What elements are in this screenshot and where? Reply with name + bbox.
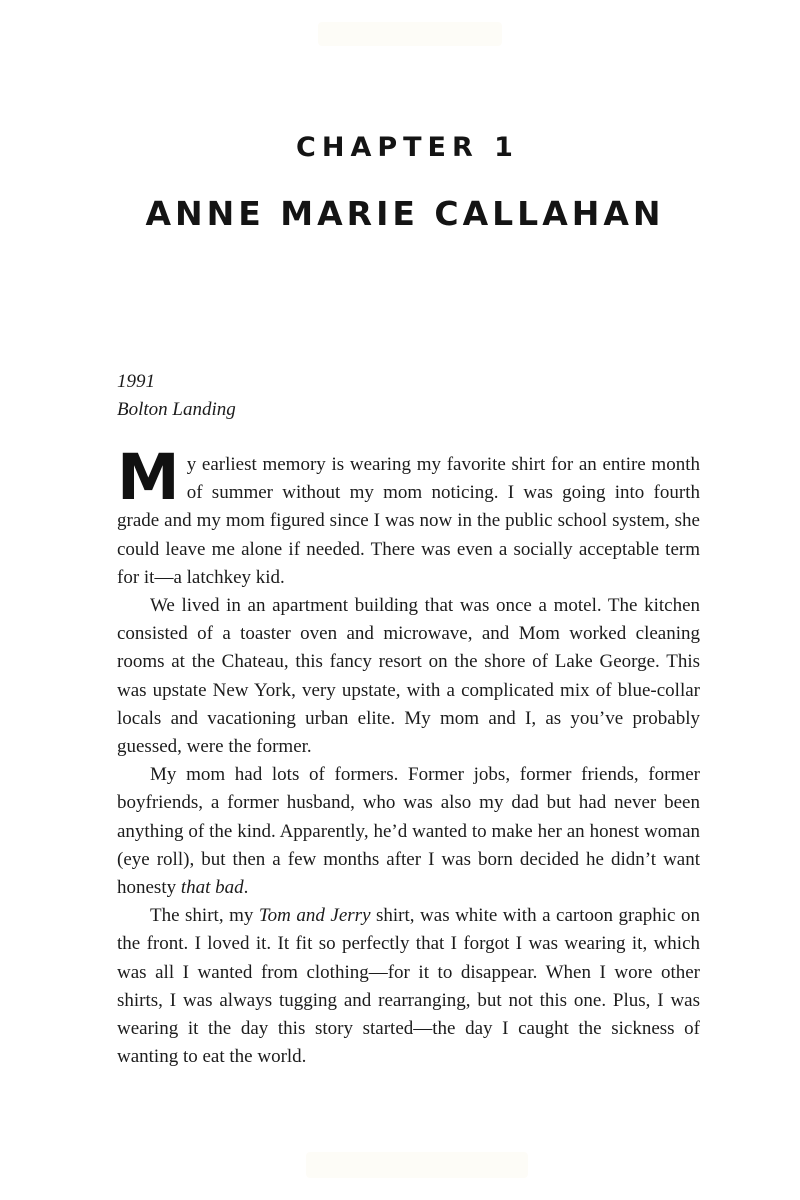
drop-cap: M bbox=[117, 441, 180, 514]
header-smudge bbox=[318, 22, 502, 46]
paragraph-3-end: . bbox=[243, 877, 249, 899]
paragraph-3-text: My mom had lots of formers. Former jobs, former friends, former boyfriends, a former husband, who was also my dad but had never been anything of the kind. Apparently, he’d wanted to make her an honest woman (eye roll), but then a few months after I was born decided he didn’t want honesty bbox=[117, 764, 700, 899]
chapter-title: ANNE MARIE CALLAHAN bbox=[145, 194, 665, 233]
paragraph-3 bbox=[117, 761, 700, 902]
paragraph-4-text: shirt, was white with a cartoon graphic on the front. I loved it. It fit so perfectly that I forgot I was wearing it, which was all I wanted from clothing—for it to disappear. When I wore other shirts, I was always tugging and rearranging, but not this one. Plus, I was wearing it the day this story started—the day I caught the sickness of wanting to eat the world. bbox=[117, 905, 700, 1068]
dateline-place: Bolton Landing bbox=[117, 399, 236, 420]
paragraph-1-text: y earliest memory is wearing my favorite shirt for an entire month of summer without my mom noticing. I was going into fourth grade and my mom figured since I was now in the public school system, she could leave me alone if needed. There was even a socially acceptable term for it—a latchkey kid. bbox=[117, 454, 700, 588]
paragraph-1 bbox=[117, 441, 700, 592]
dateline-year: 1991 bbox=[117, 371, 155, 392]
paragraph-2 bbox=[117, 592, 700, 761]
chapter-label: CHAPTER 1 bbox=[296, 132, 519, 163]
chapter-body bbox=[117, 441, 700, 1071]
paragraph-4 bbox=[117, 902, 700, 1071]
paragraph-4-italic: Tom and Jerry bbox=[258, 905, 371, 927]
footer-smudge bbox=[306, 1152, 528, 1178]
paragraph-3-italic: that bad bbox=[180, 877, 244, 899]
paragraph-2-text: We lived in an apartment building that was once a motel. The kitchen consisted of a toaster oven and microwave, and Mom worked cleaning rooms at the Chateau, this fancy resort on the shore of Lake George. This was upstate New York, very upstate, with a complicated mix of blue-collar locals and vacationing urban elite. My mom and I, as you’ve probably guessed, were the former. bbox=[117, 595, 700, 758]
dateline bbox=[117, 368, 236, 424]
paragraph-4-start: The shirt, my bbox=[150, 905, 259, 927]
